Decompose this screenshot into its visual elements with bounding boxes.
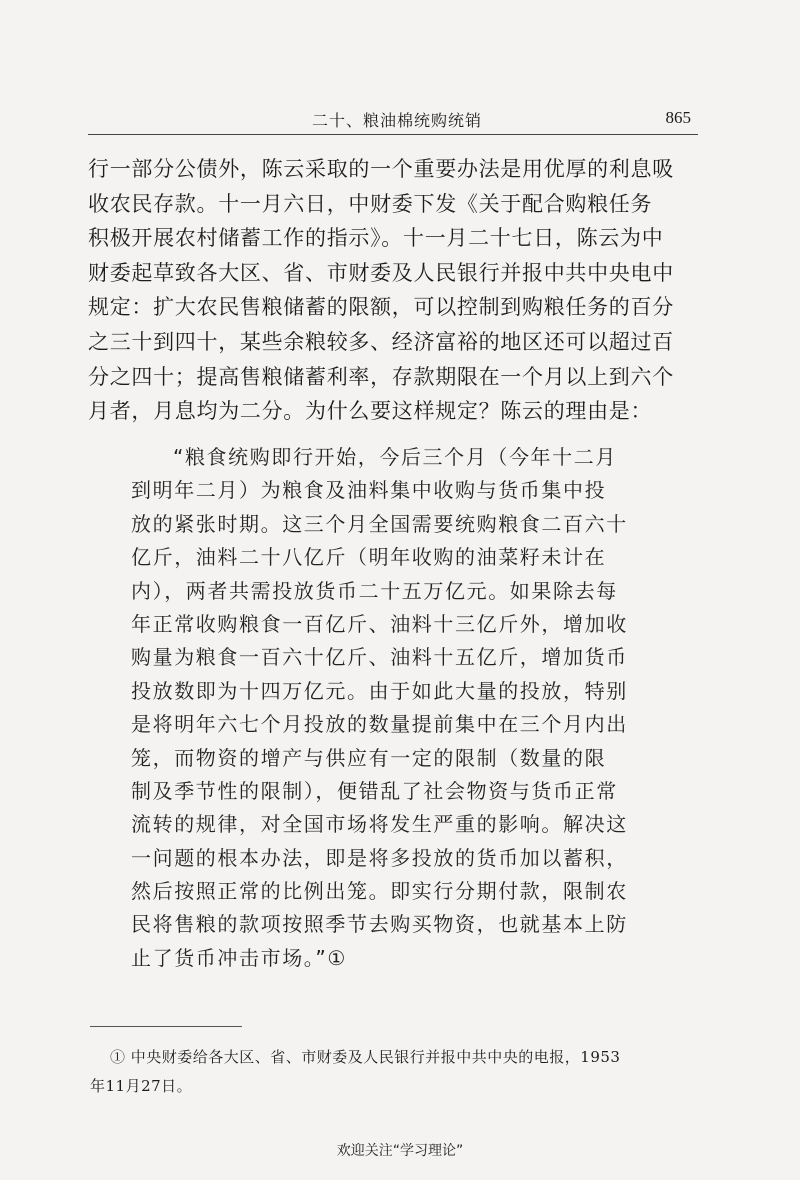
quote-line: 笼，而物资的增产与供应有一定的限制（数量的限: [131, 745, 607, 770]
quote-line: 流转的规律，对全国市场将发生严重的影响。解决这: [131, 812, 628, 837]
quote-line: 到明年二月）为粮食及油料集中收购与货币集中投: [131, 478, 607, 503]
quote-line: 放的紧张时期。这三个月全国需要统购粮食二百六十: [131, 511, 628, 536]
body-line: 收农民存款。十一月六日，中财委下发《关于配合购粮任务: [88, 191, 653, 216]
body-line: 积极开展农村储蓄工作的指示》。十一月二十七日，陈云为中: [88, 226, 664, 251]
quote-line: 止了货币冲击市场。”①: [131, 945, 347, 970]
page-number: 865: [665, 108, 691, 127]
body-paragraph: [88, 152, 700, 429]
footnote-divider: [90, 1026, 242, 1027]
quote-line: 是将明年六七个月投放的数量提前集中在三个月内出: [131, 712, 628, 737]
quote-line: 投放数即为十四万亿元。由于如此大量的投放，特别: [131, 678, 628, 703]
body-line: 分之四十；提高售粮储蓄利率，存款期限在一个月以上到六个: [88, 364, 674, 389]
quote-line: 年正常收购粮食一百亿斤、油料十三亿斤外，增加收: [131, 611, 628, 636]
body-line: 之三十到四十，某些余粮较多、经济富裕的地区还可以超过百: [88, 329, 674, 354]
chapter-title: 二十、粮油棉统购统销: [312, 111, 483, 130]
watermark-caption: 欢迎关注“学习理论”: [336, 1143, 464, 1159]
quote-line: 民将售粮的款项按照季节去购买物资，也就基本上防: [131, 912, 628, 937]
body-line: 月者，月息均为二分。为什么要这样规定？陈云的理由是：: [88, 399, 653, 424]
body-line: 财委起草致各大区、省、市财委及人民银行并报中共中央电中: [88, 260, 674, 285]
block-quote: [131, 441, 691, 975]
quote-line: “粮食统购即行开始，今后三个月（今年十二月: [173, 445, 617, 469]
body-line: 行一部分公债外，陈云采取的一个重要办法是用优厚的利息吸: [88, 157, 674, 181]
running-header: [90, 106, 697, 132]
quote-line: 然后按照正常的比例出笼。即实行分期付款，限制农: [131, 879, 628, 904]
quote-line: 内），两者共需投放货币二十五万亿元。如果除去每: [131, 578, 618, 603]
quote-line: 制及季节性的限制），便错乱了社会物资与货币正常: [131, 778, 618, 803]
footnote-line: 年11月27日。: [90, 1077, 193, 1095]
quote-line: 一问题的根本办法，即是将多投放的货币加以蓄积，: [131, 845, 628, 870]
footnote-line: ① 中央财委给各大区、省、市财委及人民银行并报中共中央的电报，1953: [110, 1048, 621, 1066]
body-line: 规定：扩大农民售粮储蓄的限额，可以控制到购粮任务的百分: [88, 295, 674, 320]
footnote: [90, 1043, 700, 1101]
header-divider: [88, 134, 698, 135]
quote-line: 亿斤，油料二十八亿斤（明年收购的油菜籽未计在: [131, 545, 607, 570]
quote-line: 购量为粮食一百六十亿斤、油料十五亿斤，增加货币: [131, 645, 628, 670]
